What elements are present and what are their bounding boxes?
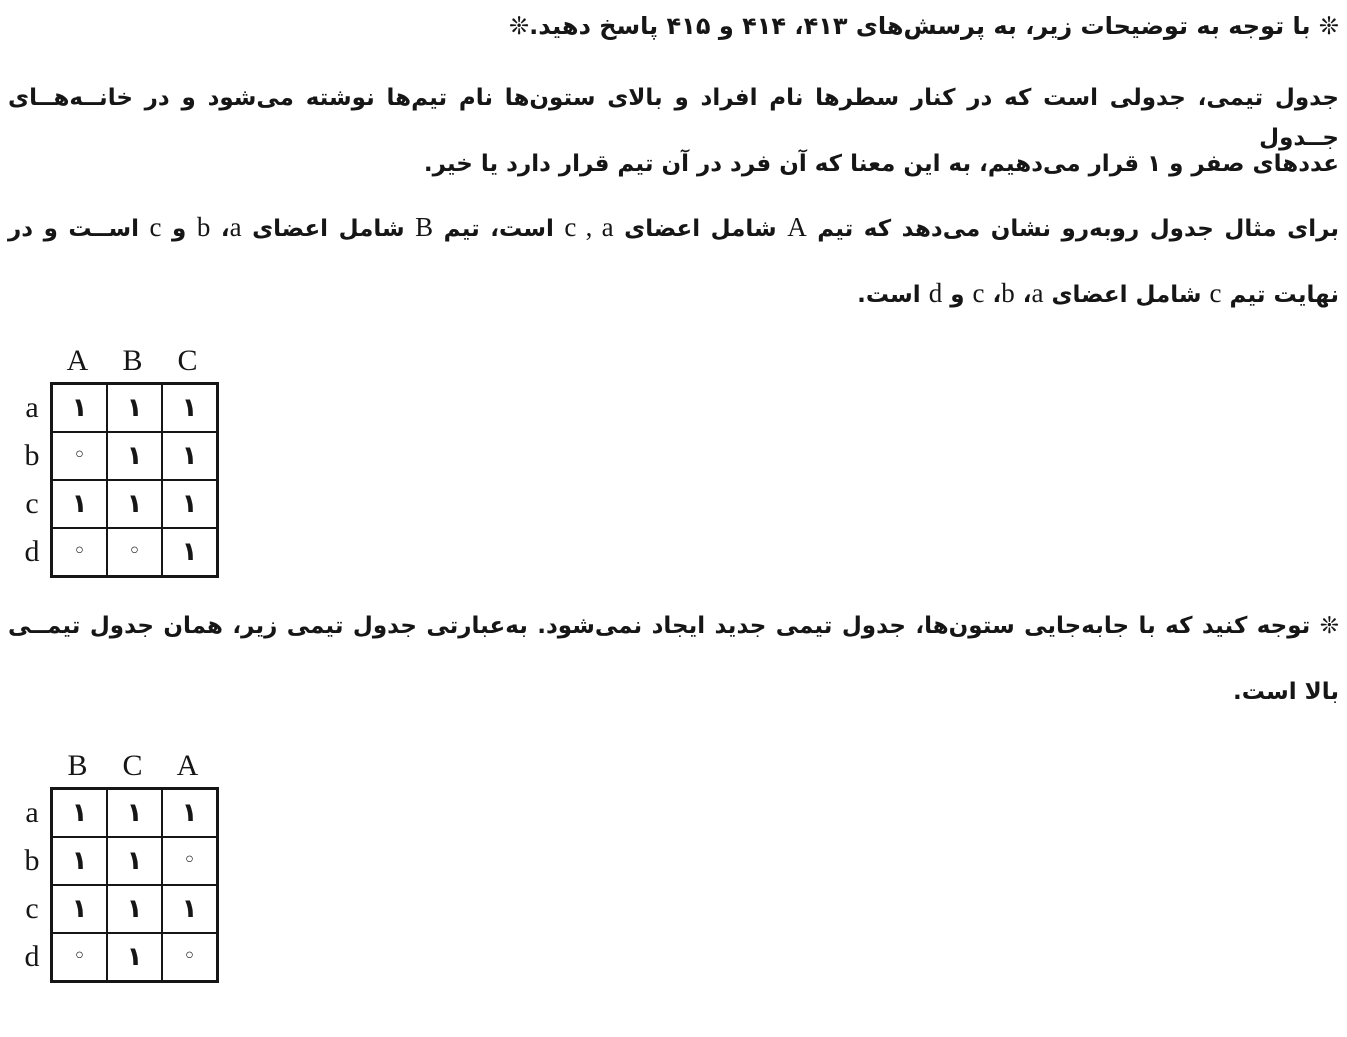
note-line-2: بالا است.: [1233, 679, 1339, 705]
paragraph-line-3: [8, 209, 1339, 249]
table-cell: [162, 789, 217, 837]
persian-text: ‏،: [210, 216, 230, 242]
table-cell: [52, 837, 107, 885]
table-corner: [14, 741, 50, 787]
column-header: B: [67, 749, 88, 782]
latin-text: d: [928, 278, 943, 308]
one-digit: ۱: [71, 894, 88, 924]
one-digit: ۱: [181, 441, 198, 471]
row-label: d: [24, 535, 40, 568]
table-cell: [107, 837, 162, 885]
column-header: B: [122, 344, 143, 377]
table-cell: [107, 384, 162, 432]
table-row-labels: [14, 787, 50, 983]
one-digit: ۱: [126, 393, 143, 423]
paragraph-line-2: عددهای صفر و ۱ قرار می‌دهیم، به این معنا که آن فرد در آن تیم قرار دارد یا خیر.: [423, 151, 1339, 177]
persian-text: ‏،: [984, 282, 1002, 308]
zero-digit: ◦: [128, 539, 141, 564]
latin-text: B: [415, 212, 434, 242]
table-cell: [52, 384, 107, 432]
latin-text: a: [229, 212, 242, 242]
row-label: a: [25, 391, 39, 424]
table-row-labels: [14, 382, 50, 578]
table-grid: [50, 382, 219, 578]
column-header: A: [66, 344, 89, 377]
table-cell: [162, 480, 217, 528]
persian-text: نهایت تیم: [1221, 282, 1339, 308]
latin-text: c , a: [564, 212, 614, 242]
table-cell: [52, 480, 107, 528]
one-digit: ۱: [181, 393, 198, 423]
row-label: a: [25, 796, 39, 829]
column-header: C: [177, 344, 198, 377]
one-digit: ۱: [181, 537, 198, 567]
table-corner: [14, 336, 50, 382]
table-header-row: [50, 741, 219, 787]
table-cell: [107, 789, 162, 837]
paragraph-line-4: [8, 275, 1339, 315]
one-digit: ۱: [126, 798, 143, 828]
team-table-example: [14, 336, 219, 578]
one-digit: ۱: [71, 846, 88, 876]
table-cell: [162, 837, 217, 885]
persian-text: برای مثال جدول روبه‌رو نشان می‌دهد که تیم: [806, 216, 1340, 242]
persian-text: شامل اعضای: [613, 216, 788, 242]
one-digit: ۱: [126, 894, 143, 924]
table-cell: [52, 528, 107, 576]
table-cell: [162, 528, 217, 576]
latin-text: b: [196, 212, 211, 242]
instruction-line: ❊ با توجه به توضیحات زیر، به پرسش‌های ۴۱۳، ۴۱۴ و ۴۱۵ پاسخ دهید.❊: [509, 12, 1339, 40]
persian-text: است، تیم: [433, 216, 565, 242]
zero-digit: ◦: [73, 443, 86, 468]
column-header: C: [122, 749, 143, 782]
one-digit: ۱: [126, 846, 143, 876]
latin-text: b: [1001, 278, 1015, 308]
one-digit: ۱: [71, 489, 88, 519]
zero-digit: ◦: [183, 944, 196, 969]
latin-text: c: [972, 278, 985, 308]
persian-text: و: [161, 216, 197, 242]
row-label: b: [24, 844, 40, 877]
one-digit: ۱: [181, 489, 198, 519]
persian-text: است.: [857, 282, 929, 308]
table-cell: [162, 384, 217, 432]
paragraph-line-1: جدول تیمی، جدولی است که در کنار سطرها نام افراد و بالای ستون‌ها نام تیم‌ها نوشته می‌شود و در خانــه‌هــای جــدول: [8, 85, 1339, 151]
one-digit: ۱: [181, 798, 198, 828]
one-digit: ۱: [181, 894, 198, 924]
one-digit: ۱: [71, 393, 88, 423]
latin-text: a: [1031, 278, 1044, 308]
table-cell: [107, 933, 162, 981]
table-cell: [107, 528, 162, 576]
persian-text: اســت و در: [8, 216, 150, 242]
one-digit: ۱: [126, 441, 143, 471]
table-cell: [52, 933, 107, 981]
team-table-permuted: [14, 741, 219, 983]
zero-digit: ◦: [183, 848, 196, 873]
persian-text: شامل اعضای: [1043, 282, 1210, 308]
table-cell: [107, 432, 162, 480]
column-header: A: [176, 749, 199, 782]
row-label: c: [25, 487, 39, 520]
one-digit: ۱: [71, 798, 88, 828]
table-header-row: [50, 336, 219, 382]
persian-text: ‏،: [1014, 282, 1032, 308]
row-label: c: [25, 892, 39, 925]
table-cell: [162, 885, 217, 933]
persian-text: شامل اعضای: [241, 216, 416, 242]
zero-digit: ◦: [73, 944, 86, 969]
table-cell: [162, 432, 217, 480]
table-cell: [162, 933, 217, 981]
table-cell: [52, 432, 107, 480]
latin-text: A: [787, 212, 807, 242]
zero-digit: ◦: [73, 539, 86, 564]
table-cell: [107, 480, 162, 528]
one-digit: ۱: [126, 942, 143, 972]
latin-text: c: [149, 212, 162, 242]
table-cell: [107, 885, 162, 933]
table-cell: [52, 885, 107, 933]
row-label: d: [24, 940, 40, 973]
note-line-1: ❊ توجه کنید که با جابه‌جایی ستون‌ها، جدول تیمی جدید ایجاد نمی‌شود. به‌عبارتی جدول تیمی زیر، همان جدول تیمــی: [8, 613, 1339, 639]
table-grid: [50, 787, 219, 983]
table-cell: [52, 789, 107, 837]
persian-text: و: [942, 282, 973, 308]
one-digit: ۱: [126, 489, 143, 519]
row-label: b: [24, 439, 40, 472]
latin-text: c: [1209, 278, 1222, 308]
